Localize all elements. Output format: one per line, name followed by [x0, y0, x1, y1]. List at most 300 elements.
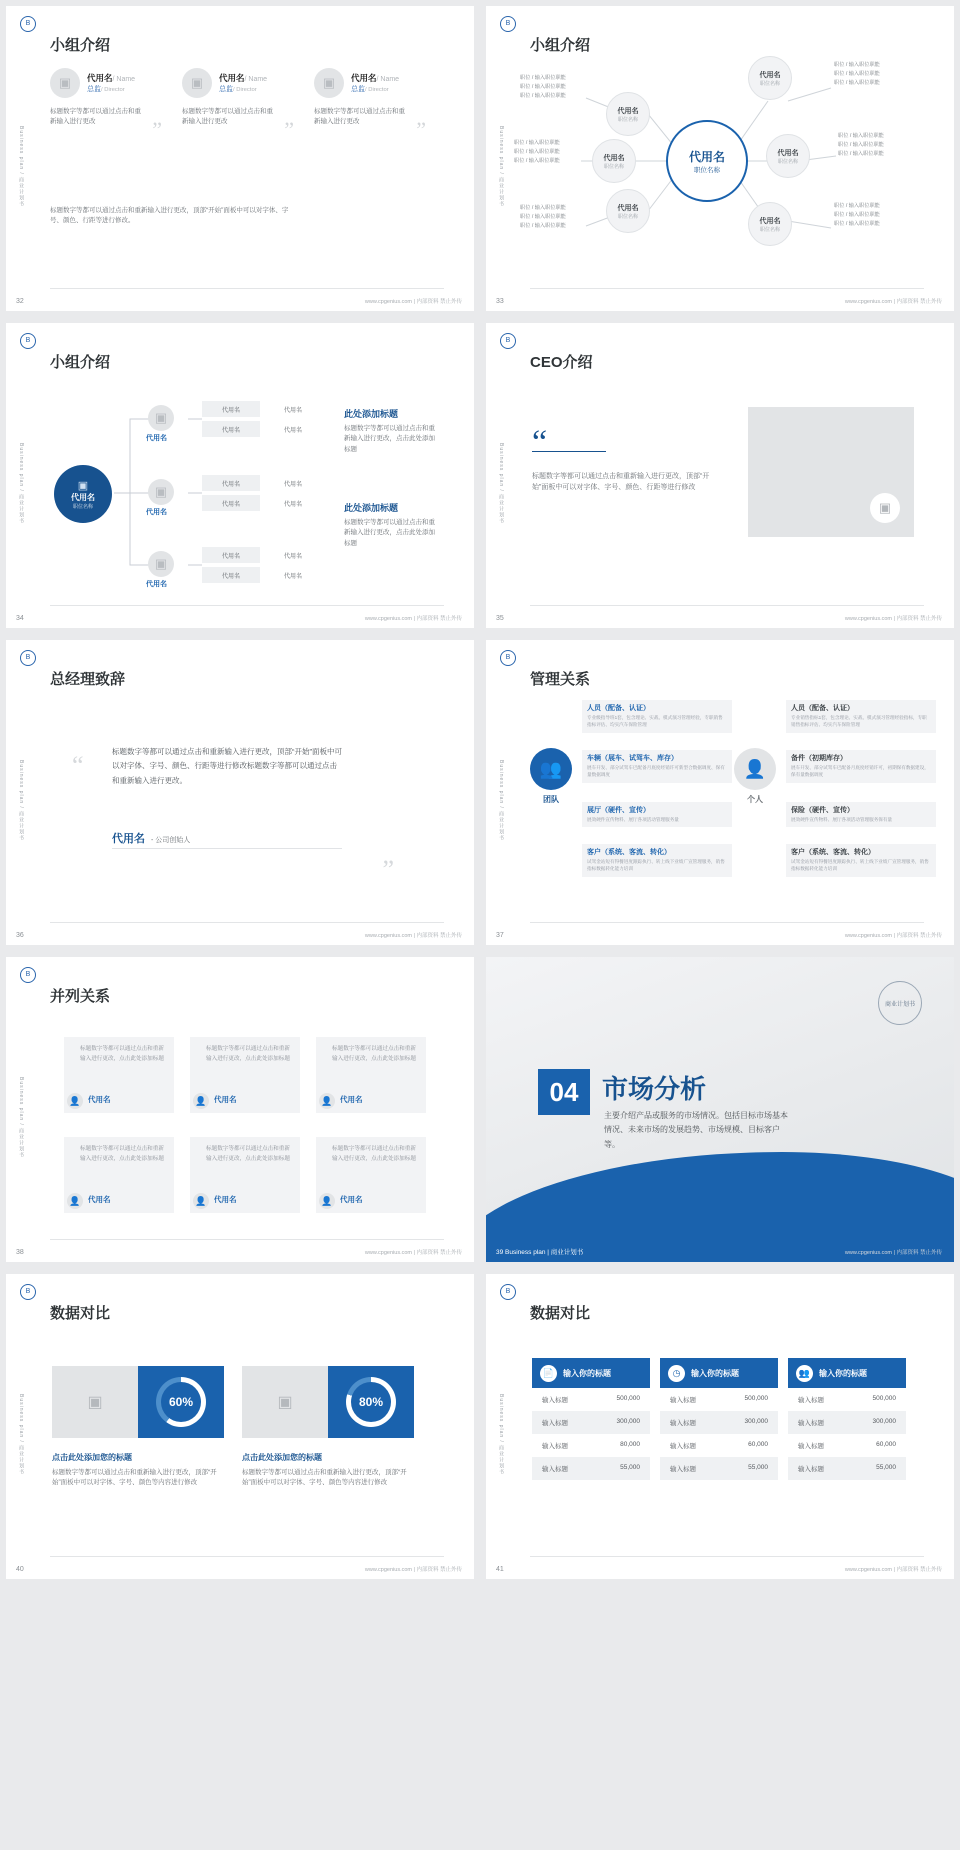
row-label: 输入标题 — [670, 1397, 696, 1404]
node-sub: 职位名称 — [617, 116, 638, 123]
page-number: 35 — [496, 615, 504, 622]
branch-label: 代用名 — [146, 435, 167, 442]
member-role — [87, 84, 135, 94]
avatar: 👤 — [193, 1093, 209, 1109]
row-value: 60,000 — [876, 1441, 896, 1448]
avatar: 👤 — [319, 1193, 335, 1209]
footer-note: www.cpgenius.com | 内部资料 禁止外传 — [364, 299, 462, 305]
leaf-text: 职位 / 输入职位职能 — [520, 214, 566, 221]
side-label: Business plan / 商业计划书 — [498, 1394, 504, 1476]
member-desc: 标题数字等都可以通过点击和重新输入进行更改 — [182, 108, 273, 126]
table-row — [532, 1411, 650, 1434]
card-text: 标题数字等都可以通过点击和重新输入进行更改，点击此处添加标题 — [80, 1046, 164, 1062]
page-number: 38 — [16, 1249, 24, 1256]
section-desc: 主要介绍产品或服务的市场情况。包括目标市场基本情况、未来市场的发展趋势、市场规模、目标客户等。 — [604, 1111, 788, 1149]
row-value: 55,000 — [620, 1464, 640, 1471]
mgmt-item — [582, 802, 732, 827]
member-card — [50, 68, 162, 142]
avatar: 👤 — [67, 1093, 83, 1109]
logo-icon: B — [20, 650, 36, 666]
mgmt-heading: 客户（系统、客流、转化） — [791, 849, 875, 856]
page-title: 小组介绍 — [50, 354, 111, 371]
mgmt-heading: 备件（初期库存） — [791, 755, 847, 762]
list-item — [190, 1137, 300, 1213]
mindmap-node — [766, 134, 810, 178]
divider — [50, 922, 444, 923]
row-label: 输入标题 — [670, 1443, 696, 1450]
text-heading: 此处添加标题 — [344, 503, 399, 513]
page-number: 37 — [496, 932, 504, 939]
leaf-text: 职位 / 输入职位职能 — [838, 142, 884, 149]
mindmap-node — [592, 139, 636, 183]
page-title: 管理关系 — [530, 671, 591, 688]
footer-note: www.cpgenius.com | 内部资料 禁止外传 — [844, 933, 942, 939]
mindmap-node — [748, 202, 792, 246]
table-row — [660, 1434, 778, 1457]
compare-block — [52, 1366, 224, 1438]
mindmap-node — [606, 189, 650, 233]
row-label: 输入标题 — [542, 1420, 568, 1427]
table-row — [532, 1434, 650, 1457]
slide-34 — [6, 323, 474, 628]
row-label: 输入标题 — [798, 1466, 824, 1473]
page-title: 总经理致辞 — [50, 671, 126, 688]
divider — [530, 288, 924, 289]
data-column — [532, 1358, 650, 1480]
leaf-text: 职位 / 输入职位职能 — [834, 80, 880, 87]
leaf-text: 职位 / 输入职位职能 — [514, 140, 560, 146]
leaf-group — [834, 61, 902, 88]
table-row — [788, 1411, 906, 1434]
footer-note: www.cpgenius.com | 内部资料 禁止外传 — [844, 1567, 942, 1573]
row-label: 输入标题 — [542, 1466, 568, 1473]
page-number: 33 — [496, 298, 504, 305]
page-number: 32 — [16, 298, 24, 305]
table-row — [788, 1457, 906, 1480]
card-name: 代用名 — [88, 1195, 111, 1204]
slide-39 — [486, 957, 954, 1262]
branch-label: 代用名 — [146, 509, 167, 516]
divider — [530, 1556, 924, 1557]
tree-cell: 代用名 — [283, 407, 302, 414]
mgmt-heading: 保险（硬件、宣传） — [791, 807, 854, 814]
doc-icon: 📄 — [540, 1365, 557, 1382]
node-name: 代用名 — [617, 204, 639, 212]
mgmt-body: 专业级指导班1套，包含理论、实战、模式演习管理经验，专职销售指标评估、均实汽车保险管理 — [587, 715, 723, 728]
footer-note: www.cpgenius.com | 内部资料 禁止外传 — [844, 299, 942, 305]
node-name: 代用名 — [759, 217, 781, 225]
team-icon: 👥 — [530, 748, 572, 790]
tree-cell: 代用名 — [202, 495, 260, 511]
page-title: CEO介绍 — [530, 354, 593, 371]
donut-center — [351, 1382, 391, 1422]
mgmt-item — [786, 802, 936, 827]
image-placeholder — [748, 407, 914, 537]
image-placeholder-icon: ▣ — [314, 68, 344, 98]
wave-shape-blue — [486, 1152, 954, 1262]
mgmt-body: 展效硬件宣传物料、展厅各项活动管理服务保有量 — [791, 817, 893, 822]
rule — [532, 451, 606, 452]
signature — [112, 830, 190, 846]
signature-role: - 公司创始人 — [151, 837, 191, 844]
table-row — [660, 1411, 778, 1434]
member-name-text: 代用名 — [219, 73, 245, 83]
side-label: Business plan / 商业计划书 — [18, 1077, 24, 1159]
row-label: 输入标题 — [798, 1420, 824, 1427]
person-node — [734, 748, 776, 805]
member-role — [351, 84, 399, 94]
slide-32 — [6, 6, 474, 311]
member-role-text: 总监 — [219, 86, 233, 93]
slide-36 — [6, 640, 474, 945]
mgmt-heading: 客户（系统、客流、转化） — [587, 849, 671, 856]
block-heading: 点击此处添加您的标题 — [242, 1453, 322, 1462]
page-number: 34 — [16, 615, 24, 622]
text-block — [344, 501, 438, 549]
data-column — [660, 1358, 778, 1480]
node-name: 代用名 — [603, 154, 625, 162]
mgmt-item — [786, 844, 936, 877]
row-value: 300,000 — [616, 1418, 640, 1425]
node-sub: 职位名称 — [759, 80, 780, 87]
logo-icon: B — [20, 967, 36, 983]
tree-cell: 代用名 — [202, 401, 260, 417]
tree-cell: 代用名 — [283, 553, 302, 560]
logo-icon: B — [20, 1284, 36, 1300]
list-item — [316, 1137, 426, 1213]
table-row — [532, 1388, 650, 1411]
percent-value: 80% — [358, 1395, 384, 1409]
page-title: 数据对比 — [530, 1305, 591, 1322]
card-text: 标题数字等都可以通过点击和重新输入进行更改，点击此处添加标题 — [206, 1046, 290, 1062]
node-name: 代用名 — [759, 71, 781, 79]
member-desc: 标题数字等都可以通过点击和重新输入进行更改 — [50, 108, 141, 126]
leaf-text: 职位 / 输入职位职能 — [834, 203, 880, 209]
side-label: Business plan / 商业计划书 — [498, 126, 504, 208]
slide-37 — [486, 640, 954, 945]
row-label: 输入标题 — [670, 1420, 696, 1427]
logo-icon: B — [500, 16, 516, 32]
mgmt-heading: 人员（配备、认证） — [791, 705, 854, 712]
card-name: 代用名 — [340, 1195, 363, 1204]
list-item — [316, 1037, 426, 1113]
card-text: 标题数字等都可以通过点击和重新输入进行更改，点击此处添加标题 — [80, 1146, 164, 1162]
add-image-icon[interactable]: ▣ — [870, 493, 900, 523]
image-placeholder-icon: ▣ — [182, 68, 212, 98]
ceo-body: 标题数字等都可以通过点击和重新输入进行更改，顶部“开始”面板中可以对字体、字号、颜色、行距等进行修改 — [532, 473, 710, 492]
side-label: Business plan / 商业计划书 — [498, 760, 504, 842]
row-value: 500,000 — [744, 1395, 768, 1402]
node-sub: 职位名称 — [617, 213, 638, 220]
person-label: 个人 — [747, 795, 763, 804]
member-name — [351, 72, 399, 84]
leaf-text: 职位 / 输入职位职能 — [834, 71, 880, 78]
text-body: 标题数字等都可以通过点击和重新输入进行更改，点击此处添加标题 — [344, 519, 435, 547]
divider — [50, 1556, 444, 1557]
row-value: 80,000 — [620, 1441, 640, 1448]
tree-root-node — [54, 465, 112, 523]
quote-icon: ” — [416, 117, 426, 142]
row-label: 输入标题 — [542, 1397, 568, 1404]
rule — [112, 848, 342, 849]
leaf-text: 职位 / 输入职位职能 — [520, 205, 566, 211]
leaf-group — [838, 132, 906, 159]
card-name: 代用名 — [88, 1095, 111, 1104]
member-role-text: 总监 — [351, 86, 365, 93]
member-name — [219, 72, 267, 84]
footer-note: www.cpgenius.com | 内部资料 禁止外传 — [844, 616, 942, 622]
column-header[interactable] — [660, 1358, 778, 1388]
block-body: 标题数字等都可以通过点击和重新输入进行更改，顶部“开始”面板中可以对字体、字号、颜色等内容进行修改 — [242, 1469, 407, 1487]
member-name-en: / Name — [112, 76, 136, 83]
quote-icon: “ — [532, 424, 548, 461]
tree-cell: 代用名 — [202, 421, 260, 437]
team-label: 团队 — [543, 795, 559, 804]
speech-body: 标题数字等都可以通过点击和重新输入进行更改，顶部“开始”面板中可以对字体、字号、颜色、行距等进行修改标题数字等都可以通过点击和重新输入进行更改。 — [112, 747, 342, 785]
data-column — [788, 1358, 906, 1480]
member-card — [314, 68, 426, 142]
column-header[interactable] — [788, 1358, 906, 1388]
node-name: 代用名 — [617, 107, 639, 115]
member-name — [87, 72, 135, 84]
column-title: 输入你的标题 — [819, 1368, 867, 1378]
tree-cell: 代用名 — [202, 475, 260, 491]
member-name-en: / Name — [244, 76, 268, 83]
table-row — [660, 1457, 778, 1480]
row-value: 60,000 — [748, 1441, 768, 1448]
mgmt-body: 展效硬件宣传物料、展厅各项活动管理服务量 — [587, 817, 679, 822]
leaf-text: 职位 / 输入职位职能 — [514, 158, 560, 165]
mgmt-body: 展车开发、部分试驾车巴配备月底度经销许可，初期保有数据建设，保有量数据调度 — [791, 765, 929, 778]
list-item — [190, 1037, 300, 1113]
mgmt-item — [582, 844, 732, 877]
member-name-text: 代用名 — [87, 73, 113, 83]
block-heading: 点击此处添加您的标题 — [52, 1453, 132, 1462]
percent-value: 60% — [168, 1395, 194, 1409]
leaf-text: 职位 / 输入职位职能 — [520, 93, 566, 100]
logo-icon: B — [20, 16, 36, 32]
member-role-text: 总监 — [87, 86, 101, 93]
card-name: 代用名 — [214, 1095, 237, 1104]
table-row — [660, 1388, 778, 1411]
leaf-group — [520, 74, 586, 101]
row-label: 输入标题 — [542, 1443, 568, 1450]
tree-cell: 代用名 — [283, 501, 302, 508]
root-sub: 职位名称 — [72, 503, 93, 510]
logo-icon: B — [500, 1284, 516, 1300]
node-sub: 职位名称 — [759, 226, 780, 233]
section-number: 04 — [538, 1069, 590, 1115]
image-placeholder: ▣ — [242, 1366, 328, 1438]
mgmt-body: 专业销售指标1套，包含理论、实战、模式演习管理经验指标，专职销售指标评估、均实汽车保险管理 — [791, 715, 927, 728]
slide-40 — [6, 1274, 474, 1579]
leaf-group — [520, 204, 586, 231]
seal-logo: 商业计划书 — [878, 981, 922, 1025]
row-label: 输入标题 — [798, 1443, 824, 1450]
image-placeholder-icon: ▣ — [148, 551, 174, 577]
image-placeholder-icon: ▣ — [50, 68, 80, 98]
divider — [50, 1239, 444, 1240]
quote-icon: ” — [284, 117, 294, 142]
card-name: 代用名 — [214, 1195, 237, 1204]
mindmap-center-node — [666, 120, 748, 202]
column-header[interactable] — [532, 1358, 650, 1388]
image-placeholder-icon: ▣ — [148, 405, 174, 431]
member-role-en: / Director — [365, 87, 389, 93]
page-number: 40 — [16, 1566, 24, 1573]
section-title: 市场分析 — [602, 1074, 707, 1104]
donut-center — [161, 1382, 201, 1422]
quote-close-icon: ” — [382, 855, 394, 884]
mindmap-node — [606, 92, 650, 136]
row-value: 55,000 — [748, 1464, 768, 1471]
leaf-text: 职位 / 输入职位职能 — [520, 75, 566, 81]
row-value: 500,000 — [616, 1395, 640, 1402]
text-heading: 此处添加标题 — [344, 409, 399, 419]
footer-note: www.cpgenius.com | 内部资料 禁止外传 — [364, 933, 462, 939]
page-title: 并列关系 — [50, 988, 111, 1005]
logo-icon: B — [500, 650, 516, 666]
percent-panel — [328, 1366, 414, 1438]
footer-note: www.cpgenius.com | 内部资料 禁止外传 — [364, 1250, 462, 1256]
tree-cell: 代用名 — [202, 567, 260, 583]
people-icon: 👥 — [796, 1365, 813, 1382]
mgmt-heading: 车辆（展车、试驾车、库存） — [587, 755, 678, 762]
row-value: 55,000 — [876, 1464, 896, 1471]
page-title: 数据对比 — [50, 1305, 111, 1322]
center-name: 代用名 — [688, 150, 725, 164]
table-row — [788, 1388, 906, 1411]
mgmt-body: 试驾金站短有得餐进度跟踪执行、转上线下业绩广宣管理服务，销售指标数据转化能力培训 — [587, 859, 725, 872]
mgmt-heading: 展厅（硬件、宣传） — [587, 807, 650, 814]
divider — [50, 288, 444, 289]
table-row — [532, 1457, 650, 1480]
summary-text: 标题数字等都可以通过点击和重新输入进行更改，顶部“开始”面板中可以对字体、字号、颜色、行距等进行修改。 — [50, 207, 289, 225]
divider — [530, 922, 924, 923]
tree-cell: 代用名 — [283, 481, 302, 488]
text-block — [344, 407, 438, 455]
leaf-text: 职位 / 输入职位职能 — [834, 62, 880, 68]
leaf-group — [514, 139, 580, 166]
root-image-icon: ▣ — [77, 479, 89, 492]
avatar: 👤 — [319, 1093, 335, 1109]
clock-icon: ◷ — [668, 1365, 685, 1382]
row-label: 输入标题 — [670, 1466, 696, 1473]
slide-35 — [486, 323, 954, 628]
footer-left: 39 Business plan | 商业计划书 — [496, 1249, 584, 1256]
mgmt-item — [786, 700, 936, 733]
mgmt-body: 试驾金站短有得餐进度跟踪执行、转上线下业绩广宣管理服务，销售指标数据转化能力培训 — [791, 859, 929, 872]
footer-note: www.cpgenius.com | 内部资料 禁止外传 — [364, 616, 462, 622]
team-node — [530, 748, 572, 805]
list-item — [64, 1137, 174, 1213]
column-title: 输入你的标题 — [691, 1368, 739, 1378]
node-sub: 职位名称 — [603, 163, 624, 170]
row-label: 输入标题 — [798, 1397, 824, 1404]
side-label: Business plan / 商业计划书 — [18, 443, 24, 525]
side-label: Business plan / 商业计划书 — [498, 443, 504, 525]
side-label: Business plan / 商业计划书 — [18, 760, 24, 842]
column-title: 输入你的标题 — [563, 1368, 611, 1378]
percent-panel — [138, 1366, 224, 1438]
slide-38 — [6, 957, 474, 1262]
compare-block — [242, 1366, 414, 1438]
card-text: 标题数字等都可以通过点击和重新输入进行更改，点击此处添加标题 — [206, 1146, 290, 1162]
node-sub: 职位名称 — [777, 158, 798, 165]
mgmt-body: 展车开发、部分试驾车巴配备月底度经销许可新型合数据调度、保有量数据调度 — [587, 765, 725, 778]
tree-cell: 代用名 — [202, 547, 260, 563]
slide-41 — [486, 1274, 954, 1579]
quote-icon: ” — [152, 117, 162, 142]
logo-icon: B — [20, 333, 36, 349]
table-row — [788, 1434, 906, 1457]
tree-cell: 代用名 — [283, 427, 302, 434]
leaf-text: 职位 / 输入职位职能 — [520, 84, 566, 91]
block-body: 标题数字等都可以通过点击和重新输入进行更改，顶部“开始”面板中可以对字体、字号、颜色等内容进行修改 — [52, 1469, 217, 1487]
leaf-text: 职位 / 输入职位职能 — [838, 151, 884, 158]
divider — [50, 605, 444, 606]
card-text: 标题数字等都可以通过点击和重新输入进行更改，点击此处添加标题 — [332, 1146, 416, 1162]
side-label: Business plan / 商业计划书 — [18, 126, 24, 208]
signature-name: 代用名 — [112, 833, 145, 845]
page-title: 小组介绍 — [50, 37, 111, 54]
leaf-text: 职位 / 输入职位职能 — [834, 212, 880, 219]
card-text: 标题数字等都可以通过点击和重新输入进行更改，点击此处添加标题 — [332, 1046, 416, 1062]
member-role-en: / Director — [233, 87, 257, 93]
node-name: 代用名 — [777, 149, 799, 157]
mindmap-node — [748, 56, 792, 100]
quote-open-icon: “ — [72, 751, 84, 780]
mgmt-heading: 人员（配备、认证） — [587, 705, 650, 712]
root-name: 代用名 — [71, 492, 95, 502]
side-label: Business plan / 商业计划书 — [18, 1394, 24, 1476]
mgmt-item — [582, 700, 732, 733]
center-sub: 职位名称 — [694, 167, 720, 174]
member-desc: 标题数字等都可以通过点击和重新输入进行更改 — [314, 108, 405, 126]
avatar: 👤 — [67, 1193, 83, 1209]
text-body: 标题数字等都可以通过点击和重新输入进行更改，点击此处添加标题 — [344, 425, 435, 453]
mgmt-item — [582, 750, 732, 783]
leaf-group — [834, 202, 902, 229]
page-title: 小组介绍 — [530, 37, 591, 54]
leaf-text: 职位 / 输入职位职能 — [520, 223, 566, 230]
divider — [530, 605, 924, 606]
leaf-text: 职位 / 输入职位职能 — [834, 221, 880, 228]
person-icon: 👤 — [734, 748, 776, 790]
donut-chart — [156, 1377, 206, 1427]
branch-label: 代用名 — [146, 581, 167, 588]
member-name-text: 代用名 — [351, 73, 377, 83]
member-card — [182, 68, 294, 142]
row-value: 300,000 — [744, 1418, 768, 1425]
logo-icon: B — [500, 333, 516, 349]
row-value: 300,000 — [872, 1418, 896, 1425]
avatar: 👤 — [193, 1193, 209, 1209]
image-placeholder: ▣ — [52, 1366, 138, 1438]
page-number: 41 — [496, 1566, 504, 1573]
card-name: 代用名 — [340, 1095, 363, 1104]
leaf-text: 职位 / 输入职位职能 — [838, 133, 884, 139]
footer-note: www.cpgenius.com | 内部资料 禁止外传 — [844, 1250, 942, 1256]
member-role — [219, 84, 267, 94]
row-value: 500,000 — [872, 1395, 896, 1402]
image-placeholder-icon: ▣ — [148, 479, 174, 505]
list-item — [64, 1037, 174, 1113]
member-role-en: / Director — [101, 87, 125, 93]
donut-chart — [346, 1377, 396, 1427]
tree-cell: 代用名 — [283, 573, 302, 580]
leaf-text: 职位 / 输入职位职能 — [514, 149, 560, 156]
